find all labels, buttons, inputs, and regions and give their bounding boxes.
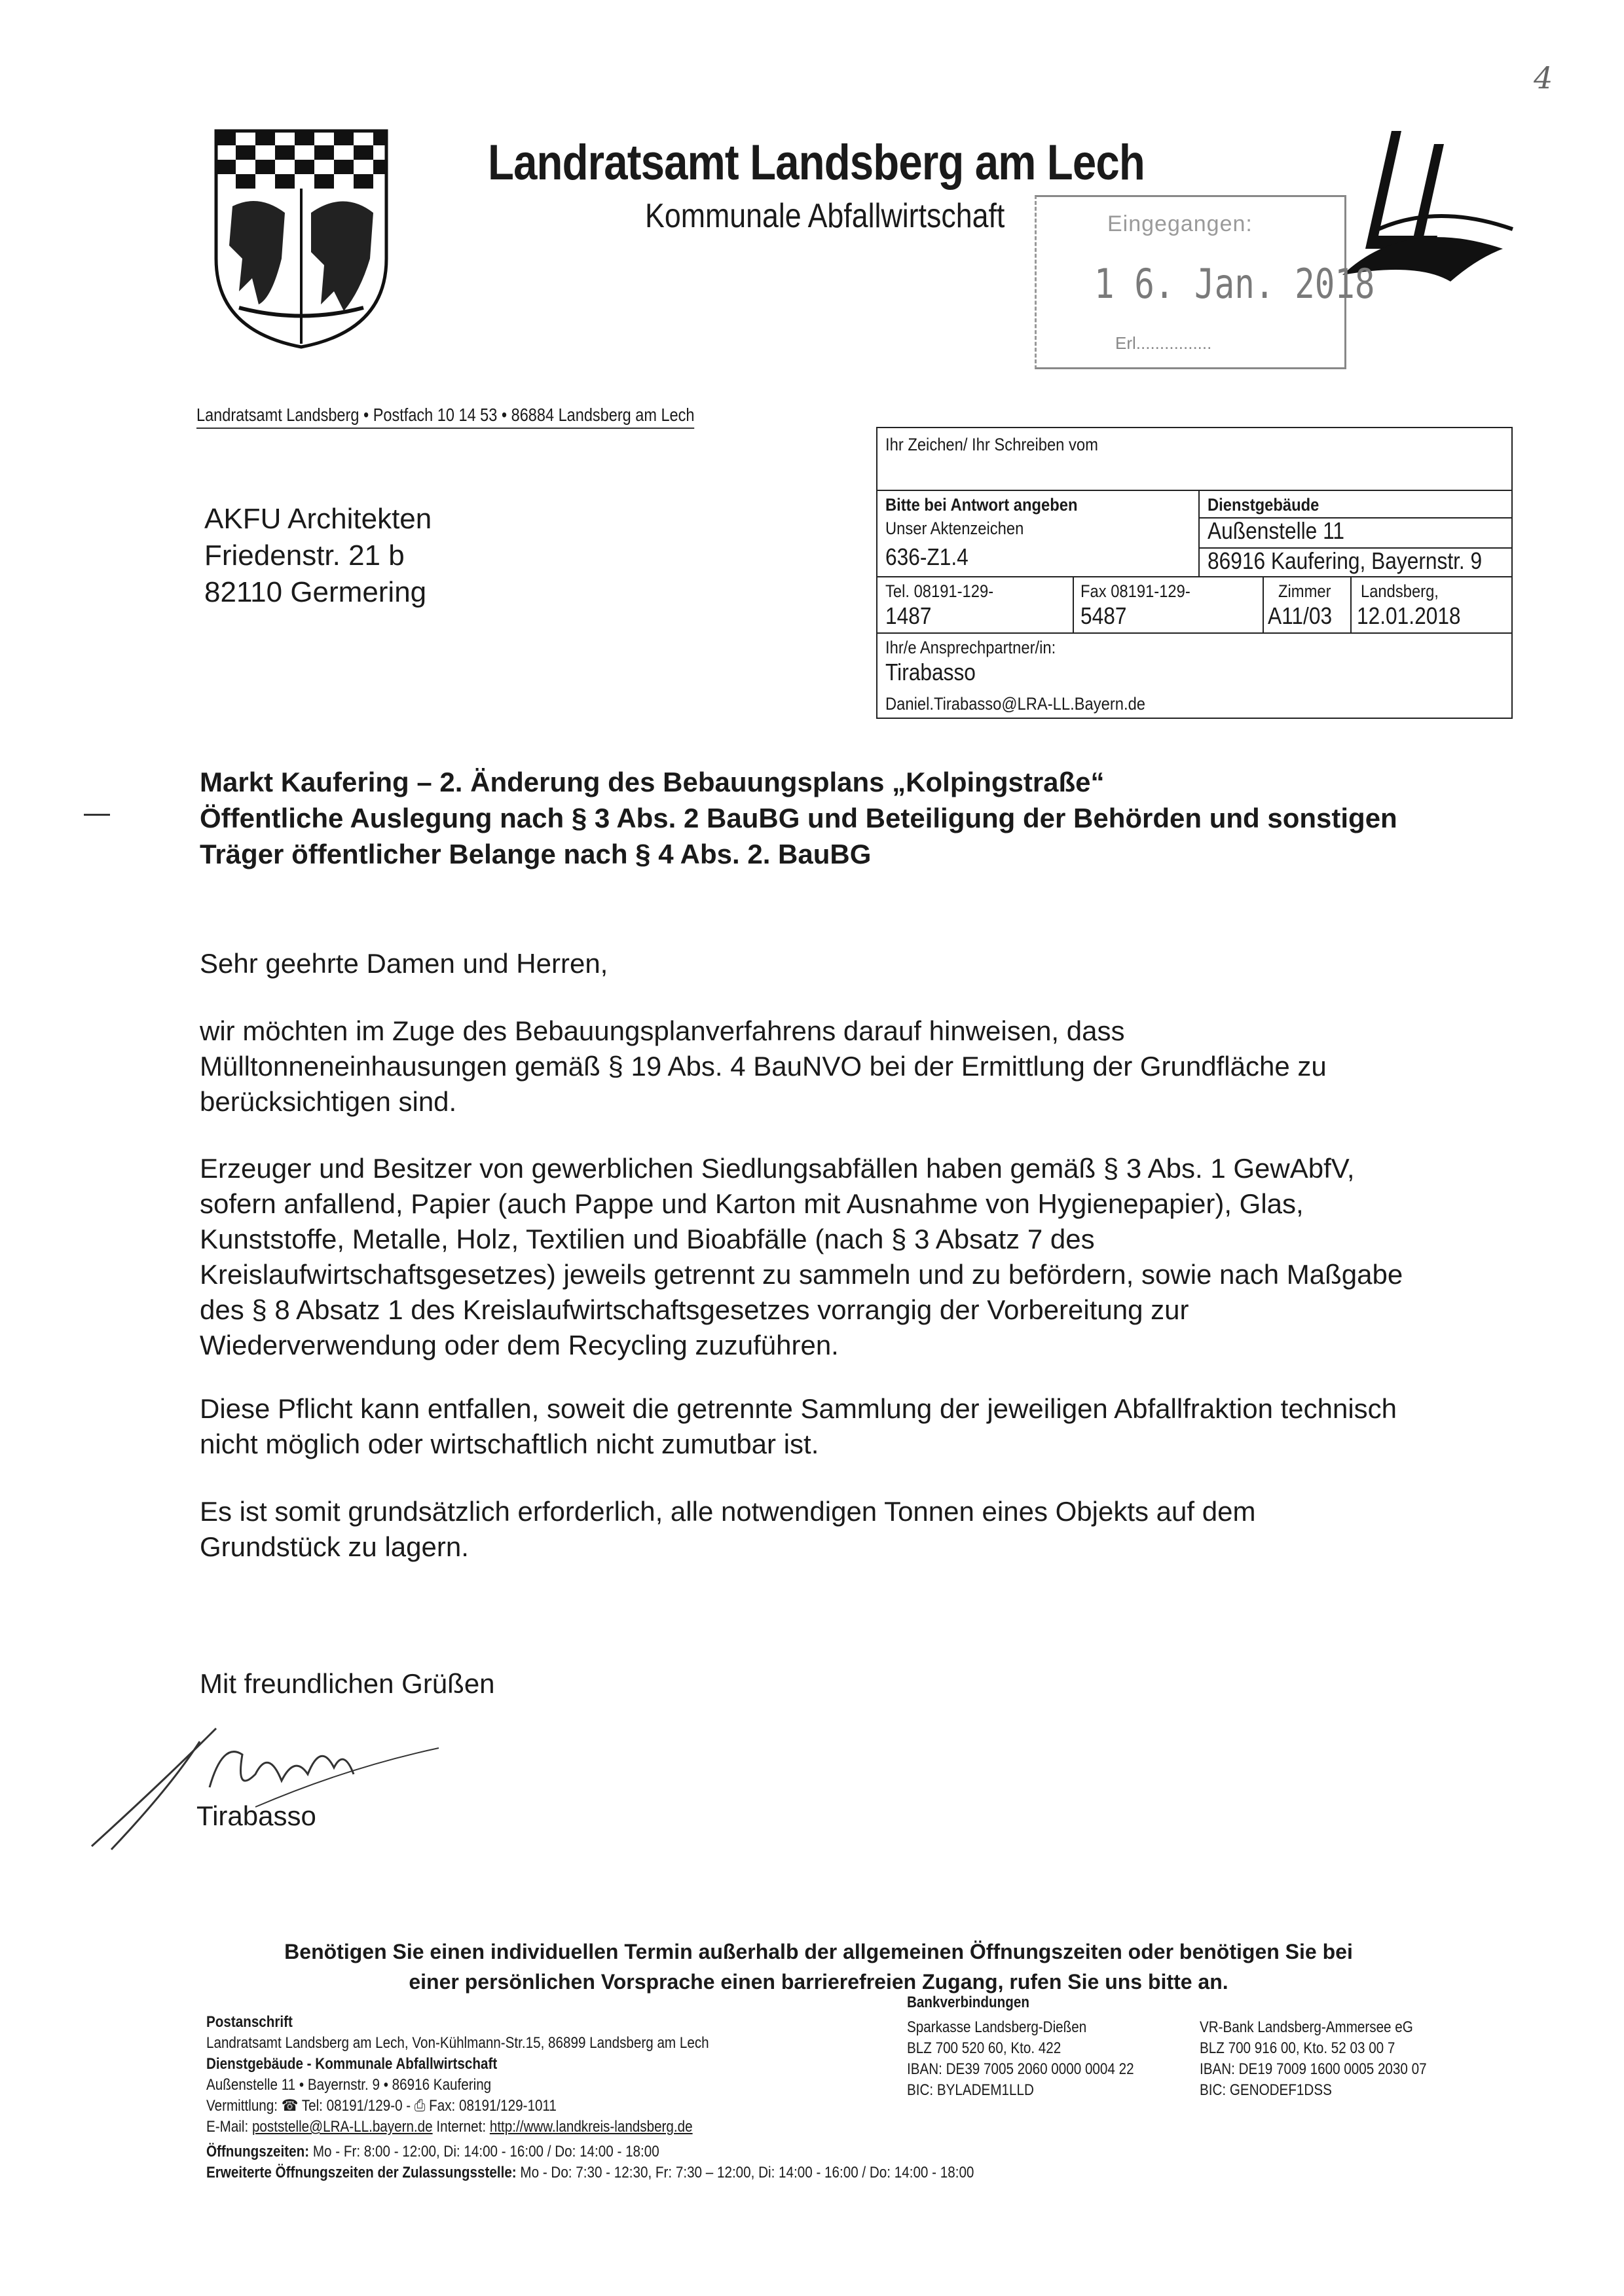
note-line: einer persönlichen Vorsprache einen barrierefreien Zugang, rufen Sie uns bitte an.	[409, 1970, 1228, 1994]
bank-label: Bankverbindungen	[907, 1994, 1029, 2011]
page-number-mark: 4	[1534, 60, 1553, 96]
aktenzeichen-label: Unser Aktenzeichen	[885, 519, 1024, 538]
subject-block	[200, 764, 1397, 872]
text-line: Kunststoffe, Metalle, Holz, Textilien und Bioabfälle (nach § 3 Absatz 7 des	[200, 1224, 1095, 1254]
zimmer-label: Zimmer	[1278, 581, 1331, 601]
text-line: Mülltonneneinhausungen gemäß § 19 Abs. 4 BauNVO bei der Ermittlung der Grundfläche zu	[200, 1051, 1327, 1082]
erweitert-label: Erweiterte Öffnungszeiten der Zulassungsstelle:	[206, 2164, 517, 2181]
email-link[interactable]: poststelle@LRA-LL.bayern.de	[251, 2118, 433, 2136]
paragraph-2	[200, 1151, 1444, 1363]
ihr-zeichen-label: Ihr Zeichen/ Ihr Schreiben vom	[885, 435, 1098, 454]
department-name: Kommunale Abfallwirtschaft	[645, 197, 1005, 235]
accessibility-note	[164, 1937, 1473, 1997]
dienstgebaeude-line2: 86916 Kaufering, Bayernstr. 9	[1208, 547, 1483, 574]
text-line: Grundstück zu lagern.	[200, 1531, 469, 1562]
paragraph-3	[200, 1391, 1444, 1462]
oeffnung-label: Öffnungszeiten:	[206, 2143, 310, 2160]
email-label: E-Mail:	[206, 2118, 249, 2136]
stamp-label: Eingegangen:	[1107, 211, 1253, 236]
bitte-bei-antwort-label: Bitte bei Antwort angeben	[885, 495, 1078, 515]
footer-bank-column-1	[907, 1992, 1134, 2101]
oeffnung: Mo - Fr: 8:00 - 12:00, Di: 14:00 - 16:00 / Do: 14:00 - 18:00	[312, 2143, 659, 2160]
text-line: berücksichtigen sind.	[200, 1086, 457, 1117]
bank2-blz: BLZ 700 916 00, Kto. 52 03 00 7	[1200, 2039, 1395, 2057]
subject-line: Träger öffentlicher Belange nach § 4 Abs. 2. BauBG	[200, 839, 872, 869]
recipient-address	[204, 501, 432, 611]
dienstgebaeude-footer: Außenstelle 11 • Bayernstr. 9 • 86916 Kaufering	[206, 2076, 492, 2094]
salutation: Sehr geehrte Damen und Herren,	[200, 948, 608, 979]
coat-of-arms-icon	[213, 128, 390, 350]
bank2-bic: BIC: GENODEF1DSS	[1200, 2081, 1332, 2099]
subject-line: Markt Kaufering – 2. Änderung des Bebauungsplans „Kolpingstraße“	[200, 767, 1105, 797]
fax-value: 5487	[1080, 602, 1127, 629]
text-line: Erzeuger und Besitzer von gewerblichen Siedlungsabfällen haben gemäß § 3 Abs. 1 GewAbfV,	[200, 1153, 1355, 1184]
text-line: nicht möglich oder wirtschaftlich nicht zumutbar ist.	[200, 1429, 819, 1459]
ort-label: Landsberg,	[1361, 581, 1439, 601]
vermittlung: Vermittlung: ☎ Tel: 08191/129-0 - ⎙ Fax: 08191/129-1011	[206, 2097, 557, 2115]
ansprechpartner-email: Daniel.Tirabasso@LRA-LL.Bayern.de	[885, 694, 1146, 714]
fold-mark	[84, 814, 110, 816]
postanschrift-label: Postanschrift	[206, 2013, 293, 2031]
signature-name: Tirabasso	[196, 1800, 316, 1831]
footer-bank-column-2	[1200, 2017, 1427, 2101]
dienstgebaeude-footer-label: Dienstgebäude - Kommunale Abfallwirtschaft	[206, 2055, 498, 2073]
tel-value: 1487	[885, 602, 932, 629]
paragraph-4	[200, 1494, 1444, 1565]
text-line: Kreislaufwirtschaftsgesetzes) jeweils getrennt zu sammeln und zu befördern, sowie nach Maßgabe	[200, 1259, 1403, 1290]
bank1-name: Sparkasse Landsberg-Dießen	[907, 2018, 1087, 2036]
text-line: Es ist somit grundsätzlich erforderlich, alle notwendigen Tonnen eines Objekts auf dem	[200, 1496, 1256, 1527]
paragraph-1	[200, 1013, 1444, 1120]
closing: Mit freundlichen Grüßen	[200, 1668, 495, 1699]
dienstgebaeude-label: Dienstgebäude	[1208, 495, 1320, 515]
sender-return-address: Landratsamt Landsberg • Postfach 10 14 53 • 86884 Landsberg am Lech	[196, 405, 694, 429]
datum-value: 12.01.2018	[1357, 602, 1461, 629]
reference-info-box	[876, 427, 1513, 719]
recipient-line: 82110 Germering	[204, 576, 427, 608]
receipt-stamp	[1035, 195, 1375, 369]
postanschrift: Landratsamt Landsberg am Lech, Von-Kühlmann-Str.15, 86899 Landsberg am Lech	[206, 2034, 709, 2052]
recipient-line: Friedenstr. 21 b	[204, 539, 405, 572]
text-line: des § 8 Absatz 1 des Kreislaufwirtschaftsgesetzes vorrangig der Vorbereitung zur	[200, 1294, 1189, 1325]
bank2-iban: IBAN: DE19 7009 1600 0005 2030 07	[1200, 2060, 1427, 2078]
bank1-iban: IBAN: DE39 7005 2060 0000 0004 22	[907, 2060, 1134, 2078]
org-name: Landratsamt Landsberg am Lech	[488, 135, 1145, 191]
aktenzeichen-value: 636-Z1.4	[885, 543, 969, 570]
erweitert: Mo - Do: 7:30 - 12:30, Fr: 7:30 – 12:00, Di: 14:00 - 16:00 / Do: 14:00 - 18:00	[520, 2164, 974, 2181]
bank1-blz: BLZ 700 520 60, Kto. 422	[907, 2039, 1061, 2057]
text-line: Diese Pflicht kann entfallen, soweit die getrennte Sammlung der jeweiligen Abfallfraktion technisch	[200, 1393, 1397, 1424]
internet-label: Internet:	[436, 2118, 487, 2136]
stamp-erl: Erl................	[1115, 333, 1212, 353]
subject-line: Öffentliche Auslegung nach § 3 Abs. 2 BauBG und Beteiligung der Behörden und sonstigen	[200, 803, 1397, 833]
recipient-line: AKFU Architekten	[204, 503, 432, 535]
fax-label: Fax 08191-129-	[1080, 581, 1190, 601]
internet-link[interactable]: http://www.landkreis-landsberg.de	[489, 2118, 693, 2136]
ansprechpartner-label: Ihr/e Ansprechpartner/in:	[885, 638, 1056, 657]
footer-address-column	[206, 2012, 974, 2183]
text-line: Wiederverwendung oder dem Recycling zuzuführen.	[200, 1330, 839, 1360]
zimmer-value: A11/03	[1268, 602, 1333, 629]
text-line: wir möchten im Zuge des Bebauungsplanverfahrens darauf hinweisen, dass	[200, 1015, 1125, 1046]
dienstgebaeude-line1: Außenstelle 11	[1208, 517, 1344, 544]
bank1-bic: BIC: BYLADEM1LLD	[907, 2081, 1034, 2099]
ansprechpartner-name: Tirabasso	[885, 659, 976, 685]
tel-label: Tel. 08191-129-	[885, 581, 994, 601]
text-line: sofern anfallend, Papier (auch Pappe und Karton mit Ausnahme von Hygienepapier), Glas,	[200, 1188, 1304, 1219]
stamp-date: 1 6. Jan. 2018	[1094, 260, 1375, 308]
bank2-name: VR-Bank Landsberg-Ammersee eG	[1200, 2018, 1413, 2036]
note-line: Benötigen Sie einen individuellen Termin außerhalb der allgemeinen Öffnungszeiten oder benötigen Sie bei	[284, 1940, 1353, 1963]
